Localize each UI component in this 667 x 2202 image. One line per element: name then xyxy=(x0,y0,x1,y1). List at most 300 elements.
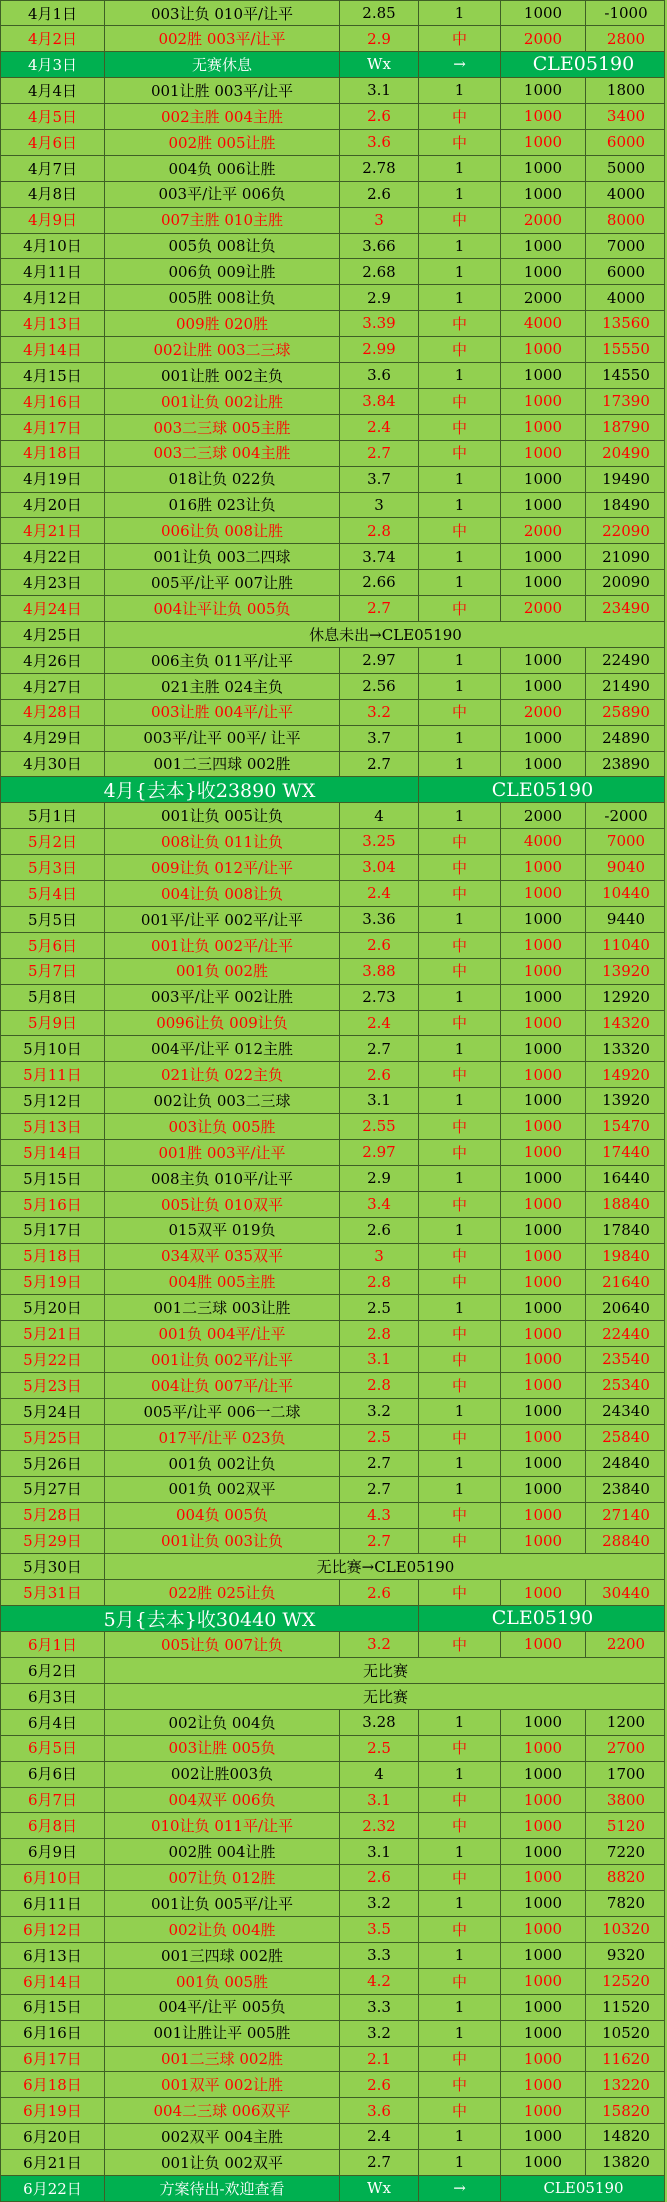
stake-cell: 1000 xyxy=(501,1917,586,1942)
stake-cell: 1000 xyxy=(501,363,586,388)
odds-cell: 2.8 xyxy=(340,1269,419,1294)
stake-cell: 1000 xyxy=(501,1088,586,1113)
date-cell: 6月17日 xyxy=(1,2046,105,2071)
result-cell: 中 xyxy=(419,2098,501,2123)
date-cell: 6月4日 xyxy=(1,1709,105,1734)
pick-cell: 006负 009让胜 xyxy=(105,259,340,284)
table-row xyxy=(0,544,665,570)
table-row xyxy=(0,233,665,259)
odds-cell: 3.1 xyxy=(340,1347,419,1372)
table-row xyxy=(0,2150,665,2176)
table-row xyxy=(0,1295,665,1321)
stake-cell: 4000 xyxy=(501,829,586,854)
odds-cell: 3 xyxy=(340,1243,419,1268)
stake-cell: 1000 xyxy=(501,725,586,750)
table-row xyxy=(0,285,665,311)
odds-cell: 2.7 xyxy=(340,751,419,776)
odds-cell: 3.28 xyxy=(340,1709,419,1734)
pick-cell: 005胜 008让负 xyxy=(105,285,340,310)
pick-cell: 003让负 005胜 xyxy=(105,1114,340,1139)
result-cell: 中 xyxy=(419,1580,501,1605)
stake-cell: 1000 xyxy=(501,855,586,880)
pick-cell: 018让负 022负 xyxy=(105,466,340,491)
stake-cell: 1000 xyxy=(501,1269,586,1294)
result-cell: 1 xyxy=(419,984,501,1009)
result-cell: 1 xyxy=(419,725,501,750)
contact-code: CLE05190 xyxy=(491,778,594,801)
stake-cell: 1000 xyxy=(501,2150,586,2175)
result-cell: 中 xyxy=(419,1062,501,1087)
date-cell: 4月4日 xyxy=(1,78,105,103)
pick-cell: 003二三球 005主胜 xyxy=(105,414,340,439)
date-cell: 5月6日 xyxy=(1,932,105,957)
stake-cell: 1000 xyxy=(501,1632,586,1657)
stake-cell: 1000 xyxy=(501,78,586,103)
balance-cell: 25340 xyxy=(602,1376,650,1395)
table-row xyxy=(0,1321,665,1347)
table-row xyxy=(0,1010,665,1036)
date-cell: 5月4日 xyxy=(1,881,105,906)
table-row xyxy=(0,1062,665,1088)
table-row xyxy=(0,932,665,958)
result-cell: 1 xyxy=(419,1709,501,1734)
balance-cell: 8000 xyxy=(606,210,646,229)
pick-cell: 003二三球 004主胜 xyxy=(105,440,340,465)
table-row xyxy=(0,1140,665,1166)
month-summary-text: 5月{去本}收30440 WX xyxy=(1,1606,419,1631)
result-cell: 中 xyxy=(419,1917,501,1942)
balance-cell: 2200 xyxy=(606,1635,646,1654)
balance-cell: 1800 xyxy=(606,81,646,100)
date-cell: 6月6日 xyxy=(1,1761,105,1786)
odds-cell: 3.4 xyxy=(340,1191,419,1216)
result-cell: 1 xyxy=(419,1166,501,1191)
stake-cell: 1000 xyxy=(501,1217,586,1242)
odds-cell: 3.2 xyxy=(340,1399,419,1424)
pick-cell: 001让负 002平/让平 xyxy=(105,1347,340,1372)
result-cell: 中 xyxy=(419,596,501,621)
table-row xyxy=(0,518,665,544)
pick-cell: 009胜 020胜 xyxy=(105,311,340,336)
balance-cell: -1000 xyxy=(604,4,648,23)
balance-cell: 7000 xyxy=(606,832,646,851)
balance-cell: 13320 xyxy=(602,1039,650,1058)
result-cell: 1 xyxy=(419,466,501,491)
pick-cell: 003平/让平 00平/ 让平 xyxy=(105,725,340,750)
result-cell: 1 xyxy=(419,233,501,258)
date-cell: 6月18日 xyxy=(1,2072,105,2097)
table-row xyxy=(0,984,665,1010)
pick-cell: 004二三球 006双平 xyxy=(105,2098,340,2123)
odds-cell: 2.97 xyxy=(340,1140,419,1165)
result-cell: 中 xyxy=(419,389,501,414)
odds-cell: 2.73 xyxy=(340,984,419,1009)
balance-cell: 5120 xyxy=(606,1816,646,1835)
table-row xyxy=(0,1269,665,1295)
date-cell: 6月9日 xyxy=(1,1839,105,1864)
result-cell: 中 xyxy=(419,1010,501,1035)
date-cell: 4月25日 xyxy=(1,622,105,647)
balance-cell: 14320 xyxy=(602,1013,650,1032)
table-row xyxy=(0,1476,665,1502)
balance-cell: 18490 xyxy=(602,495,650,514)
contact-code: CLE05190 xyxy=(491,1607,594,1630)
result-cell: 1 xyxy=(419,1839,501,1864)
month-summary-banner xyxy=(0,777,665,803)
pick-cell: 005让负 010双平 xyxy=(105,1191,340,1216)
pick-cell: 002双平 004主胜 xyxy=(105,2124,340,2149)
odds-cell: 3.84 xyxy=(340,389,419,414)
date-cell: 5月25日 xyxy=(1,1425,105,1450)
pick-cell: 001让负 002平/让平 xyxy=(105,932,340,957)
stake-cell: 1000 xyxy=(501,984,586,1009)
date-cell: 6月12日 xyxy=(1,1917,105,1942)
odds-cell: 2.6 xyxy=(340,1865,419,1890)
table-row xyxy=(0,1217,665,1243)
pick-cell: 006主负 011平/让平 xyxy=(105,648,340,673)
result-cell: 1 xyxy=(419,363,501,388)
note-cell: 休息未出→CLE05190 xyxy=(309,625,462,644)
date-cell: 5月12日 xyxy=(1,1088,105,1113)
odds-cell: 3.5 xyxy=(340,1917,419,1942)
balance-cell: 13920 xyxy=(602,1091,650,1110)
pick-cell: 021让负 022主负 xyxy=(105,1062,340,1087)
odds-cell: 4.3 xyxy=(340,1502,419,1527)
balance-cell: 12920 xyxy=(602,987,650,1006)
table-row xyxy=(0,259,665,285)
stake-cell: 1000 xyxy=(501,130,586,155)
odds-cell: 2.4 xyxy=(340,1010,419,1035)
date-cell: 4月28日 xyxy=(1,699,105,724)
result-cell: 中 xyxy=(419,1528,501,1553)
balance-cell: 10440 xyxy=(602,884,650,903)
balance-cell: 13560 xyxy=(602,314,650,333)
result-cell: 1 xyxy=(419,1891,501,1916)
result-cell: 1 xyxy=(419,285,501,310)
pick-cell: 017平/让平 023负 xyxy=(105,1425,340,1450)
note-row xyxy=(0,2176,665,2202)
balance-cell: 4000 xyxy=(606,184,646,203)
table-row xyxy=(0,570,665,596)
result-cell: 中 xyxy=(419,414,501,439)
balance-cell: -2000 xyxy=(604,806,648,825)
date-cell: 6月20日 xyxy=(1,2124,105,2149)
odds-cell: 2.7 xyxy=(340,1450,419,1475)
date-cell: 5月31日 xyxy=(1,1580,105,1605)
date-cell: 4月22日 xyxy=(1,544,105,569)
table-row xyxy=(0,1709,665,1735)
result-cell: 1 xyxy=(419,803,501,828)
table-row xyxy=(0,648,665,674)
date-cell: 4月26日 xyxy=(1,648,105,673)
balance-cell: 1700 xyxy=(606,1764,646,1783)
odds-cell: 3.2 xyxy=(340,2020,419,2045)
stake-cell: 1000 xyxy=(501,648,586,673)
pick-cell: 001胜 003平/让平 xyxy=(105,1140,340,1165)
result-cell: 1 xyxy=(419,570,501,595)
balance-cell: 22090 xyxy=(602,521,650,540)
note-cell: 方案待出-欢迎查看 xyxy=(105,2176,340,2201)
stake-cell: 2000 xyxy=(501,596,586,621)
result-cell: 1 xyxy=(419,1943,501,1968)
table-row xyxy=(0,104,665,130)
odds-cell: 2.85 xyxy=(340,1,419,25)
table-row xyxy=(0,1166,665,1192)
balance-cell: 11620 xyxy=(602,2049,650,2068)
note-cell: 无赛休息 xyxy=(105,52,340,77)
stake-cell: 2000 xyxy=(501,26,586,51)
note-row xyxy=(0,1658,665,1684)
date-cell: 4月7日 xyxy=(1,155,105,180)
table-row xyxy=(0,363,665,389)
pick-cell: 005让负 007让负 xyxy=(105,1632,340,1657)
stake-cell: 1000 xyxy=(501,2124,586,2149)
table-row xyxy=(0,1735,665,1761)
table-row xyxy=(0,1243,665,1269)
balance-cell: 23890 xyxy=(602,754,650,773)
date-cell: 4月24日 xyxy=(1,596,105,621)
pick-cell: 001负 002双平 xyxy=(105,1476,340,1501)
odds-cell: 3.88 xyxy=(340,958,419,983)
result-cell: 中 xyxy=(419,1968,501,1993)
date-cell: 5月28日 xyxy=(1,1502,105,1527)
table-row xyxy=(0,1917,665,1943)
date-cell: 4月3日 xyxy=(1,52,105,77)
pick-cell: 021主胜 024主负 xyxy=(105,673,340,698)
odds-cell: 3.3 xyxy=(340,1994,419,2019)
date-cell: 4月30日 xyxy=(1,751,105,776)
table-row xyxy=(0,1891,665,1917)
stake-cell: 1000 xyxy=(501,1373,586,1398)
result-cell: 中 xyxy=(419,1321,501,1346)
arrow-icon: → xyxy=(419,52,501,77)
pick-cell: 002主胜 004主胜 xyxy=(105,104,340,129)
table-row xyxy=(0,181,665,207)
balance-cell: 4000 xyxy=(606,288,646,307)
stake-cell: 1000 xyxy=(501,1140,586,1165)
pick-cell: 003让胜 004平/让平 xyxy=(105,699,340,724)
date-cell: 5月2日 xyxy=(1,829,105,854)
date-cell: 5月11日 xyxy=(1,1062,105,1087)
balance-cell: 24840 xyxy=(602,1454,650,1473)
result-cell: 1 xyxy=(419,1450,501,1475)
result-cell: 中 xyxy=(419,1373,501,1398)
result-cell: 中 xyxy=(419,881,501,906)
odds-cell: 3.6 xyxy=(340,2098,419,2123)
stake-cell: 1000 xyxy=(501,1994,586,2019)
table-row xyxy=(0,1943,665,1969)
stake-cell: 1000 xyxy=(501,570,586,595)
stake-cell: 1000 xyxy=(501,1321,586,1346)
contact-code: CLE05190 xyxy=(532,53,635,76)
date-cell: 5月30日 xyxy=(1,1554,105,1579)
date-cell: 5月20日 xyxy=(1,1295,105,1320)
table-row xyxy=(0,389,665,415)
odds-cell: 3.36 xyxy=(340,907,419,932)
balance-cell: 9440 xyxy=(606,910,646,929)
pick-cell: 003平/让平 006负 xyxy=(105,181,340,206)
result-cell: 中 xyxy=(419,104,501,129)
result-cell: 1 xyxy=(419,1994,501,2019)
date-cell: 5月1日 xyxy=(1,803,105,828)
balance-cell: 7820 xyxy=(606,1894,646,1913)
date-cell: 5月8日 xyxy=(1,984,105,1009)
result-cell: 中 xyxy=(419,1735,501,1760)
odds-cell: 3.66 xyxy=(340,233,419,258)
table-row xyxy=(0,699,665,725)
result-cell: 1 xyxy=(419,155,501,180)
date-cell: 6月1日 xyxy=(1,1632,105,1657)
stake-cell: 1000 xyxy=(501,1476,586,1501)
date-cell: 6月7日 xyxy=(1,1787,105,1812)
odds-cell: 2.8 xyxy=(340,1373,419,1398)
stake-cell: 1000 xyxy=(501,907,586,932)
date-cell: 5月14日 xyxy=(1,1140,105,1165)
stake-cell: 1000 xyxy=(501,2046,586,2071)
date-cell: 5月9日 xyxy=(1,1010,105,1035)
table-row xyxy=(0,673,665,699)
table-row xyxy=(0,1373,665,1399)
pick-cell: 004负 005负 xyxy=(105,1502,340,1527)
stake-cell: 1000 xyxy=(501,1399,586,1424)
result-cell: 1 xyxy=(419,751,501,776)
pick-cell: 001让胜 002主负 xyxy=(105,363,340,388)
table-row xyxy=(0,1994,665,2020)
pick-cell: 010让负 011平/让平 xyxy=(105,1813,340,1838)
odds-cell: 2.7 xyxy=(340,1528,419,1553)
date-cell: 6月21日 xyxy=(1,2150,105,2175)
table-row xyxy=(0,0,665,26)
balance-cell: 7000 xyxy=(606,236,646,255)
pick-cell: 004负 006让胜 xyxy=(105,155,340,180)
odds-cell: 2.7 xyxy=(340,1476,419,1501)
date-cell: 6月13日 xyxy=(1,1943,105,1968)
table-row xyxy=(0,725,665,751)
result-cell: 中 xyxy=(419,518,501,543)
result-cell: 1 xyxy=(419,2150,501,2175)
date-cell: 4月20日 xyxy=(1,492,105,517)
table-row xyxy=(0,2124,665,2150)
pick-cell: 004胜 005主胜 xyxy=(105,1269,340,1294)
note-cell: 无比赛 xyxy=(362,1661,408,1680)
result-cell: 1 xyxy=(419,2020,501,2045)
odds-cell: 2.9 xyxy=(340,285,419,310)
date-cell: 5月3日 xyxy=(1,855,105,880)
pick-cell: 001三四球 002胜 xyxy=(105,1943,340,1968)
pick-cell: 002让胜003负 xyxy=(105,1761,340,1786)
result-cell: 1 xyxy=(419,1088,501,1113)
pick-cell: 008主负 010平/让平 xyxy=(105,1166,340,1191)
odds-cell: 3 xyxy=(340,207,419,232)
date-cell: 4月11日 xyxy=(1,259,105,284)
table-row xyxy=(0,2072,665,2098)
balance-cell: 14820 xyxy=(602,2127,650,2146)
pick-cell: 016胜 023让负 xyxy=(105,492,340,517)
result-cell: 中 xyxy=(419,855,501,880)
balance-cell: 22440 xyxy=(602,1324,650,1343)
stake-cell: 1000 xyxy=(501,181,586,206)
date-cell: 5月5日 xyxy=(1,907,105,932)
note-row xyxy=(0,1684,665,1710)
balance-cell: 13820 xyxy=(602,2153,650,2172)
odds-cell: 3.7 xyxy=(340,725,419,750)
pick-cell: 001让胜 003平/让平 xyxy=(105,78,340,103)
pick-cell: 003让胜 005负 xyxy=(105,1735,340,1760)
table-row xyxy=(0,1347,665,1373)
odds-cell: 2.7 xyxy=(340,440,419,465)
stake-cell: 1000 xyxy=(501,2020,586,2045)
table-row xyxy=(0,440,665,466)
balance-cell: 3400 xyxy=(606,107,646,126)
pick-cell: 004让负 008让负 xyxy=(105,881,340,906)
date-cell: 6月15日 xyxy=(1,1994,105,2019)
stake-cell: 1000 xyxy=(501,1347,586,1372)
date-cell: 4月29日 xyxy=(1,725,105,750)
result-cell: 1 xyxy=(419,907,501,932)
pick-cell: 005平/让平 006一二球 xyxy=(105,1399,340,1424)
stake-cell: 1000 xyxy=(501,1425,586,1450)
odds-cell: 2.6 xyxy=(340,181,419,206)
stake-cell: 1000 xyxy=(501,881,586,906)
result-cell: 中 xyxy=(419,699,501,724)
stake-cell: 1000 xyxy=(501,1891,586,1916)
stake-cell: 2000 xyxy=(501,518,586,543)
odds-cell: 3.25 xyxy=(340,829,419,854)
date-cell: 6月16日 xyxy=(1,2020,105,2045)
result-cell: 中 xyxy=(419,440,501,465)
balance-cell: 25840 xyxy=(602,1428,650,1447)
stake-cell: 1000 xyxy=(501,492,586,517)
odds-cell: 2.7 xyxy=(340,1036,419,1061)
table-row xyxy=(0,1425,665,1451)
result-cell: 中 xyxy=(419,1425,501,1450)
stake-cell: 1000 xyxy=(501,1166,586,1191)
stake-cell: 1000 xyxy=(501,1010,586,1035)
odds-cell: 3.6 xyxy=(340,363,419,388)
stake-cell: 1000 xyxy=(501,1036,586,1061)
balance-cell: 17440 xyxy=(602,1143,650,1162)
balance-cell: 12520 xyxy=(602,1972,650,1991)
pick-cell: 008让负 011让负 xyxy=(105,829,340,854)
odds-cell: 2.7 xyxy=(340,2150,419,2175)
balance-cell: 20640 xyxy=(602,1298,650,1317)
pick-cell: 001负 004平/让平 xyxy=(105,1321,340,1346)
pick-cell: 034双平 035双平 xyxy=(105,1243,340,1268)
table-row xyxy=(0,1839,665,1865)
result-cell: 1 xyxy=(419,181,501,206)
odds-cell: 2.6 xyxy=(340,1580,419,1605)
pick-cell: 002胜 005让胜 xyxy=(105,130,340,155)
balance-cell: 10520 xyxy=(602,2023,650,2042)
date-cell: 4月12日 xyxy=(1,285,105,310)
balance-cell: 11040 xyxy=(602,936,650,955)
stake-cell: 1000 xyxy=(501,1450,586,1475)
balance-cell: 21640 xyxy=(602,1272,650,1291)
note-cell: 无比赛 xyxy=(362,1687,408,1706)
pick-cell: 001让负 005让负 xyxy=(105,803,340,828)
result-cell: 中 xyxy=(419,130,501,155)
stake-cell: 2000 xyxy=(501,803,586,828)
stake-cell: 1000 xyxy=(501,673,586,698)
balance-cell: 30440 xyxy=(602,1583,650,1602)
balance-cell: 8820 xyxy=(606,1868,646,1887)
balance-cell: 2700 xyxy=(606,1738,646,1757)
date-cell: 6月2日 xyxy=(1,1658,105,1683)
result-cell: 中 xyxy=(419,1787,501,1812)
odds-cell: 2.4 xyxy=(340,881,419,906)
balance-cell: 23540 xyxy=(602,1350,650,1369)
stake-cell: 1000 xyxy=(501,389,586,414)
